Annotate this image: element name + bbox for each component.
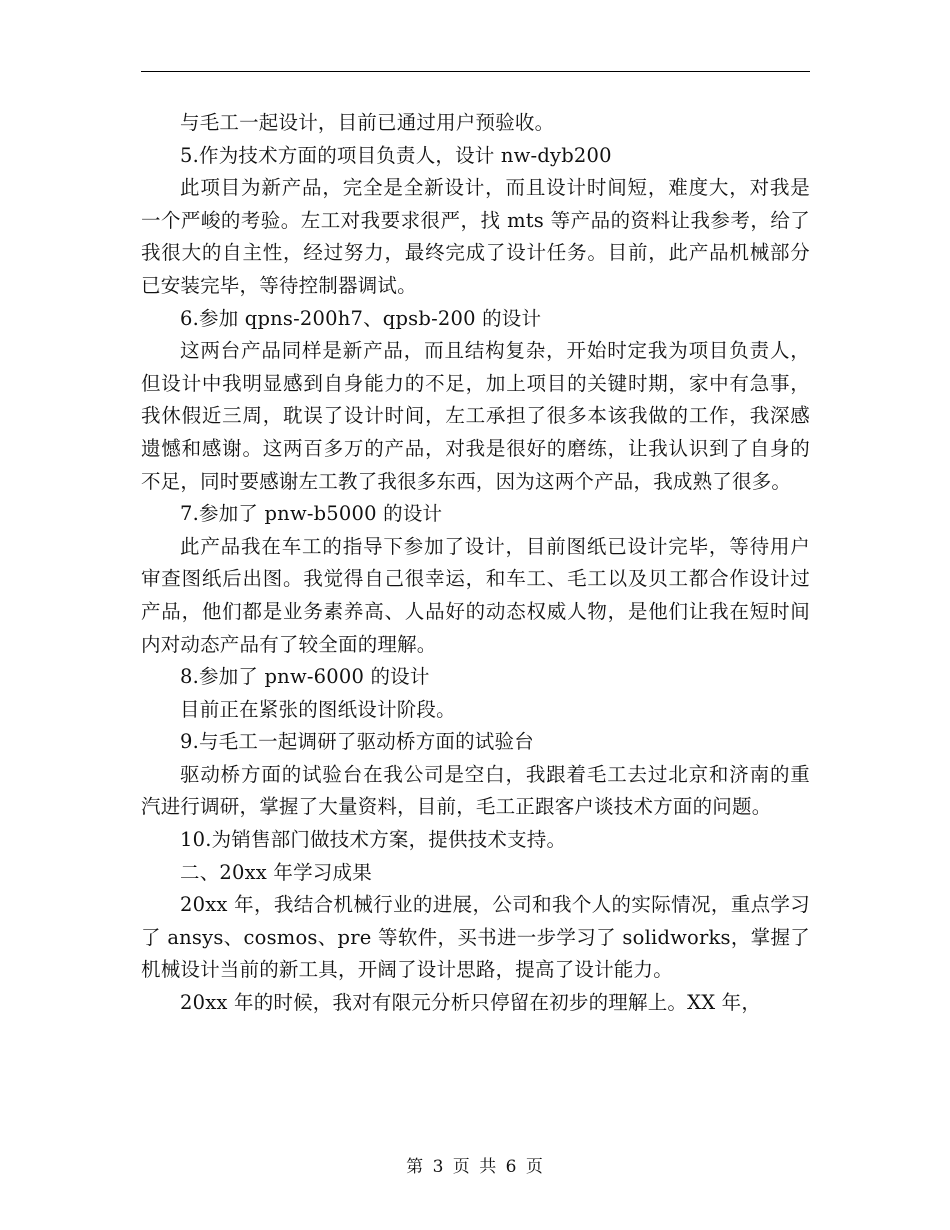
paragraph: 20xx 年的时候，我对有限元分析只停留在初步的理解上。XX 年， — [180, 991, 762, 1015]
paragraph: 此产品我在车工的指导下参加了设计，目前图纸已设计完毕，等待用户审查图纸后出图。我觉得自己很幸运，和车工、毛工以及贝工都合作设计过产品，他们都是业务素养高、人品好的动态权威人物，是他们让我在短时间内对动态产品有了较全面的理解。 — [141, 534, 810, 656]
paragraph: 二、20xx 年学习成果 — [180, 860, 372, 884]
paragraph: 20xx 年，我结合机械行业的进展，公司和我个人的实际情况，重点学习了 ansys、cosmos、pre 等软件，买书进一步学习了 solidworks，掌握了机械设计当前的新工具，开阔了设计思路，提高了设计能力。 — [141, 893, 810, 982]
paragraph: 与毛工一起设计，目前已通过用户预验收。 — [180, 111, 555, 134]
paragraph: 5.作为技术方面的项目负责人，设计 nw-dyb200 — [180, 143, 612, 167]
paragraph: 9.与毛工一起调研了驱动桥方面的试验台 — [180, 730, 534, 754]
page-footer — [0, 1152, 950, 1177]
paragraph: 7.参加了 pnw-b5000 的设计 — [180, 502, 443, 526]
paragraph: 10.为销售部门做技术方案，提供技术支持。 — [180, 828, 567, 852]
page-number: 第 3 页 共 6 页 — [406, 1157, 544, 1177]
paragraph: 6.参加 qpns-200h7、qpsb-200 的设计 — [180, 306, 542, 330]
paragraph: 此项目为新产品，完全是全新设计，而且设计时间短，难度大，对我是一个严峻的考验。左工对我要求很严，找 mts 等产品的资料让我参考，给了我很大的自主性，经过努力，最终完成了设计任务。目前，此产品机械部分已安装完毕，等待控制器调试。 — [141, 176, 810, 297]
header-rule — [141, 71, 810, 72]
paragraph: 目前正在紧张的图纸设计阶段。 — [180, 697, 456, 721]
paragraph: 驱动桥方面的试验台在我公司是空白，我跟着毛工去过北京和济南的重汽进行调研，掌握了大量资料，目前，毛工正跟客户谈技术方面的问题。 — [141, 762, 810, 819]
document-body — [141, 107, 810, 1020]
paragraph: 这两台产品同样是新产品，而且结构复杂，开始时定我为项目负责人，但设计中我明显感到自身能力的不足，加上项目的关键时期，家中有急事，我休假近三周，耽误了设计时间，左工承担了很多本该我做的工作，我深感遗憾和感谢。这两百多万的产品，对我是很好的磨练，让我认识到了自身的不足，同时要感谢左工教了我很多东西，因为这两个产品，我成熟了很多。 — [141, 339, 810, 493]
paragraph: 8.参加了 pnw-6000 的设计 — [180, 665, 430, 689]
